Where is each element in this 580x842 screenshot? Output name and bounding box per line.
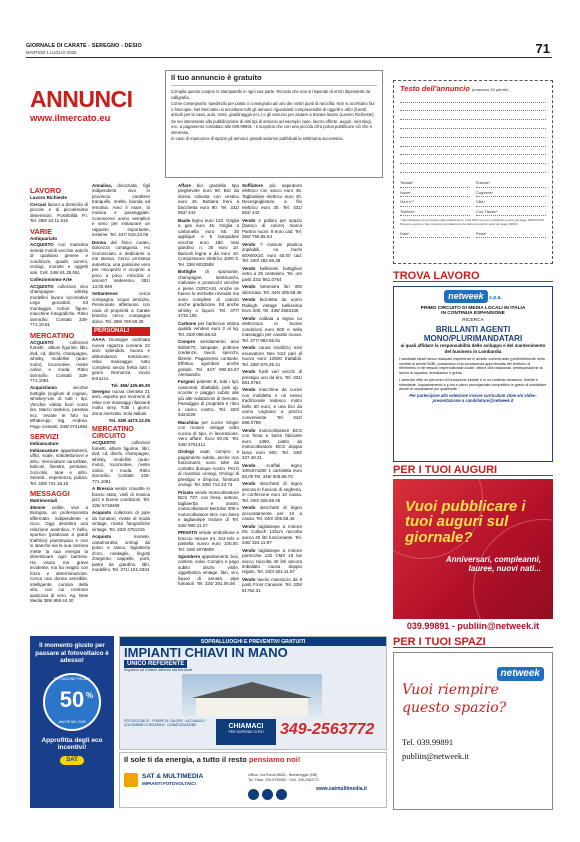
classified-text: fucili vari vecchi di prestigio uno da tiro. Tel. 331/ 861.0764 — [242, 369, 302, 385]
classified-text: divorziata, figli indipendenti, vivo in provincia, carattere tranquillo, snella, bionda ed emotiva. Amo il mare, la musica e passeggiate. Conoscerei uomo semplice e serio per instaurare un rapporto importante, insieme. Tel. 347/ 915.23.06 — [92, 183, 150, 238]
subsection-heading: Antiquariato — [30, 235, 58, 241]
classified-text: vendo cravatte in buono stato, vinili di musica jazz e buone condizioni. Tel. 328/ 6719489 — [92, 486, 150, 508]
fotovoltaico-ad — [30, 636, 114, 808]
job-contact[interactable]: Per partecipare alla selezione inviare curriculum vitae e/o video-presentazione a candidature@netweek.it — [409, 392, 537, 403]
spazi-ad — [393, 652, 553, 810]
classified-ad — [178, 269, 239, 318]
detrazione-badge — [43, 673, 101, 731]
classified-text: causa inutilizzo mini escavatore Nex N12 pari al nuovo euro 12500 trattabili. Tel. 338/ 976.25.41 — [242, 345, 302, 367]
sat-multimedia-ad — [119, 752, 387, 808]
auguri-ad — [393, 479, 553, 635]
classified-text: monete, cartamoneta, orologi da polso e tasca, bigiotteria d'oro, medaglie, lingotti d'argento, cappelle, porti, pietre da giardino, libri, modellini. Tel. 371/ 151.0334 — [92, 534, 150, 573]
classified-text: tavolo massiccio da 8 posti Front Canasse. Tel. 339/ 81752.31 — [242, 576, 302, 593]
classified-text: bici graziella tipo pieghevole euro 90. Bici da donna robusta con cestino euro 45. Bottiera freni a bacchetta euro 90. Tel. 331/ 862/ 443 — [178, 183, 239, 216]
classified-text: nuova clientela 21 anni, aspetto per momenti di relax con massaggi rilassanti molto sexy. Tutti i giorni. Zona riservata. Solo italiani. — [92, 388, 150, 416]
intro-paragraph: Compila questo coupon in stampatello in ogni sua parte. Ricorda che non si risponde di errori dipendenti da calligrafia. — [171, 88, 371, 100]
classified-lead: Imbiancature — [30, 447, 59, 453]
sat-call-box — [216, 719, 276, 745]
classified-text: lavoro a domicilio di piccole e di piccolissime dimensioni. Possibilità P.I. Tel. 338/ 24.11.615 — [30, 201, 88, 224]
classified-text: collezioni fumetti , album figurine, libri, dvd, cd, dischi, champagne, whisky, modellini (auto- moto), locomotive, riviste calcio e moda. Ritiro domicilio. Contatti 328- 771.1081 — [30, 339, 88, 383]
solar-headline-b: pensiamo noi! — [248, 755, 301, 764]
classified-text: usati compro a pagamento subito, anche non funzionanti, sono tolte da contatto dunque nostro. Pezzi di ricambio orologi, Orologi di prestigio e d'epoca, fornitura orologi. Tel. 339/ 713.23.73 — [178, 449, 239, 488]
classified-ad — [242, 242, 302, 264]
classified-text: per barbecue ottima qualità vendesi euro 2 al kg. Tel. 333/ 096.68.62 — [178, 320, 239, 337]
trova-lavoro-heading: TROVA LAVORO — [393, 270, 553, 282]
netweek-brand: netweek — [444, 290, 488, 303]
classified-ad — [178, 490, 239, 528]
classified-text: motocoltivatore BCS con fresa e barra falciante euro 1350, piatto da motocoltivatore BCS doppia lama euro 500. Tel. 348/ 437.48.31 — [242, 427, 302, 461]
classified-lead: Vendo — [242, 427, 256, 433]
classified-text: Giuseppe cambiata nuova ragazza coreana 22 anni splendido, buona e abbondanza tentazione, relax massaggio tutto completo senza fretta tutti i giorni Nemonza vicolo terrazzo. — [92, 337, 150, 381]
auguri-title: Vuoi pubblicare i tuoi auguri sul giornale? — [405, 498, 526, 546]
badge-number: 50 — [59, 686, 85, 712]
free-ad-title: Il tuo annuncio è gratuito — [171, 74, 377, 86]
fv-incentivi: Approfitta degli eco incentivi! — [41, 736, 103, 752]
netweek-suffix: s.p.a. — [489, 295, 502, 301]
field-firma[interactable]: Firma* — [476, 229, 546, 239]
classified-lead: Vendo — [242, 523, 256, 529]
classified-ad — [92, 440, 150, 484]
classified-lead: Vendo — [242, 462, 256, 468]
field-rubrica[interactable]: Rubrica* — [476, 178, 546, 188]
classified-text: celibe, vive a Bologna, un professionista affermato, indipendente e ricco. Oggi desidera una relazione autentica. Y bello, sportivo (praticava a giardi triathlon) piantimpaio e non si stanche sia la sua carriera mette la sua energia la dimenticare ogni barriera. Ha visuto ma grave incidente, ma ha reagito con forza e determinazione. Cerca una donna sensibile, intelligente, curiosa della vita, con cui costruire qualcosa di vero. Ag. New Media 389/ 859.44.30 — [30, 504, 88, 604]
annunci-logo — [30, 88, 156, 132]
classified-ad — [242, 548, 302, 575]
classified-ad — [92, 534, 150, 572]
classified-lead: ACQUISTO — [92, 440, 116, 446]
fv-headline: Il momento giusto per passare al fotovoltaico è adesso! — [35, 642, 109, 665]
section-heading: MERCATINO CIRCUITO — [92, 425, 134, 441]
coupon-privacy-note: * dati obbligatori per procedere alla pubblicazione. I dati NON verranno pubblicati ai sensi del legge 196/03 RISS. Possono esporre o fare consenso al trattamento dei dati personali Ai sensi del legge 196/03. — [400, 218, 545, 226]
classified-lead: Vendo — [242, 241, 256, 247]
free-ad-info-box — [165, 70, 383, 178]
field-cod-fiscale[interactable]: Cod. Fiscale* — [476, 207, 546, 217]
classified-ad — [242, 284, 302, 295]
classified-ad — [242, 266, 302, 282]
coupon-write-line[interactable] — [400, 164, 546, 173]
page-header — [26, 40, 552, 58]
classified-ad — [30, 202, 88, 224]
classified-text: bellissimi bottiglioni vetro a 25 centesimi. Tel. ore pasti 331/ 861.0764 — [242, 265, 302, 282]
annunci-title: ANNUNCI — [30, 86, 133, 112]
classified-lead: ACQUISTO — [30, 283, 54, 289]
classified-ad — [30, 284, 88, 328]
spazi-question: Vuoi riempire questo spazio? — [402, 682, 507, 717]
house-wall — [196, 698, 308, 716]
classified-lead: Bottiglie — [178, 269, 196, 275]
classified-text: 7 cassoni plastica impilabili, no buchi 60X60X10, euro 45,00 cad. Tel. 340/ 292.66.39 — [242, 241, 302, 264]
classified-ad — [92, 337, 150, 381]
classified-lead: Acquisto — [92, 510, 112, 516]
coupon-write-line[interactable] — [400, 94, 546, 103]
coupon-write-line[interactable] — [400, 120, 546, 129]
classified-lead: AAAA — [92, 337, 105, 343]
classified-ad — [242, 505, 302, 521]
classified-text: tagliasiepe a motore parecchie 132 CM3 18 lav sacco raccolta 40 litri ancora imballato causa doppio regalo. Tel. 340/ 324.11.97 — [242, 547, 302, 575]
solar-company-sub: IMPIANTI FOTOVOLTAICI — [142, 781, 196, 786]
classified-text: vende ombrellone e braccio misure mt. 3x3 telo e pastella nuovo euro 100,00. Tel. 349/ 4078809 — [178, 530, 239, 552]
classified-phone: Tel. 339/ 4473.12.05 — [108, 418, 150, 424]
classified-lead: PRIVATO — [178, 530, 198, 536]
classified-lead: Donna — [92, 239, 106, 245]
classified-lead: Macchina — [178, 419, 199, 425]
classified-lead: Soffiatore — [242, 183, 264, 188]
fv-sat-logo: SAT — [60, 756, 84, 765]
classified-lead: Vendo — [242, 576, 256, 582]
classified-lead: Vendo — [242, 265, 256, 271]
field-telefono[interactable]: Telefono* — [400, 207, 470, 217]
netweek-logo — [399, 290, 547, 303]
badge-bottom-text: ANCHE NEL 2025 — [58, 719, 86, 724]
classified-text: 2 palloni per spazio (bianco di colore) marca Pantrix nuovi. 8 euro cad. Tel. 360/ 755.65.54 — [242, 217, 302, 240]
classified-phone: Tel. 366/ 425.65.30 — [111, 383, 150, 389]
auguri-body: Anniversari, compleanni, lauree, nuovi nati... — [445, 555, 541, 574]
subsection-heading: Lavoro Richieste — [30, 195, 68, 201]
classified-ad — [178, 530, 239, 552]
field-data[interactable]: Data* — [400, 229, 470, 239]
classified-ad — [242, 524, 302, 546]
solar-headline-a: Il sole ti da energia, a tutto il resto — [124, 755, 249, 764]
classified-text: vende motocoltivatore BCS 737, con fresa, settore, tagliaerba e aratro, motocoltivatore Bertolini 300 e motocoltivatore Bcs con barra e tagliasiepe motore di Tel. 340/ 980.11.27 — [178, 489, 239, 528]
classified-text: appartamenti, box, cantine, solai. Compro e pago subito dischi vinile, oggettistica vintage, libri, vini, liquori di annata, pipe fumatori. Tel. 334/ 391.06.56 — [178, 554, 239, 587]
classified-text: legno euro 120. Griglia a gas euro 45. Griglia a carbonella euro 65. 30 appliqué e 5 lampadine vecchie euro 180. Vasi giardino n. 30 euro 10. Bancali legna a da euro 10. Compressore elettrico 1000 lt. Tel. 336/ 6033558 — [178, 217, 239, 267]
classified-text: caldaia a legna no elettronica in buone condizioni euro 600 e sella massaggio per cavallo nuova. Tel. 377/ 983.55.91 — [242, 315, 302, 343]
classified-text: collezioni di pipe da fumatori, riviste di moda vintage, rivista fotografiche vintage. Tel. 333/ 4751215 — [92, 510, 150, 532]
badge-top-text: DETRAZIONE FISCALE — [54, 676, 90, 681]
publication-date: MARTEDÌ 1 LUGLIO 2025 — [26, 50, 77, 55]
classified-lead: Sgombero — [178, 554, 201, 559]
house-roof — [192, 682, 312, 698]
classified-ad — [242, 218, 302, 240]
classified-ad — [30, 340, 88, 384]
classifieds-column-3 — [178, 183, 239, 589]
classified-lead: Acquisto — [92, 534, 112, 540]
annunci-site[interactable]: www.ilmercato.eu — [30, 113, 111, 124]
classified-lead: Vendo — [242, 217, 256, 223]
facebook-icon[interactable] — [248, 789, 259, 800]
classified-text: arredamento anni 60/60/70, lampade, poltrone credenze, tavoli, specchi, librerie. Pagamento contante. Effettuo sgomberi anche gratuiti. Tel. 347/ 090.54.67 Alessandro — [178, 339, 239, 377]
sat-call-sub: PER SAPERNE DI PIÙ — [228, 729, 264, 734]
classified-ad — [242, 577, 302, 593]
classified-lead: ACQUISTO — [30, 339, 54, 345]
classifieds-column-2 — [92, 183, 150, 575]
coupon-signature — [400, 229, 546, 239]
spazi-mail[interactable]: publiin@netweek.it — [402, 751, 470, 762]
job-body-2: L'azienda offre un percorso di formazione iniziale e in un contesto dinamico, fluente e stimolante. Inquadramento a p.iva e piano provvigionale competitivo in grado di soddisfare anche le candidature più qualificate. — [399, 378, 547, 392]
classified-lead: ACQUISTO — [30, 242, 54, 248]
badge-percent: % — [85, 690, 93, 700]
classified-ad — [242, 183, 302, 216]
classified-lead: Settantenne — [92, 291, 118, 297]
classified-ad — [92, 389, 150, 416]
classified-ad — [242, 481, 302, 503]
job-line-1: PRIMO CIRCUITO DI MEDIA LOCALI IN ITALIA — [420, 305, 526, 311]
solar-company-name: SAT & MULTIMEDIA — [142, 773, 204, 780]
section-heading: MESSAGGI — [30, 489, 70, 499]
coupon-fields — [400, 178, 546, 216]
section-heading: MERCATINO — [30, 330, 75, 340]
classified-lead: Vendo — [242, 547, 256, 553]
classified-text: appartamenti, uffici, scale, sottotetto/ovvi e altro. Verniciature cancellate, balconi, finestre, persiane, zoccolini, tane e altro. Serietà , esperienza, pulizia. Tel. 339/ 741.16.15 — [30, 447, 88, 486]
job-line-3: RICERCA — [462, 317, 484, 323]
job-line-5: ai quali affidare la responsabilità dello sviluppo e del mantenimento del business in Lombardia — [400, 343, 546, 354]
field-testata[interactable]: Testata* — [400, 178, 470, 188]
classified-text: tagliasiepe a motore Mc Culloch 132cm raccolta sacco 40 litri funzionante. Tel. 340/ 324.11.97 — [242, 523, 302, 546]
classified-lead: Furgoni — [178, 379, 195, 385]
classified-text: collezioni vino champagne- whisky modellini lavoro locomotive Lego giocattoli, Kit montaggio Action figure, macchine fotografiche. Ritiro domicilio. Contatti 339- 771.10.81 — [30, 283, 88, 328]
classified-ad — [178, 379, 239, 417]
ad-coupon-form — [393, 80, 553, 264]
classified-text: bicicletta da uomo Raleigh vintage bellissima Euro 200. Tel. 339/ 2583108 — [242, 297, 302, 314]
sat-unico-referente: UNICO REFERENTE — [124, 660, 187, 668]
coupon-write-line[interactable] — [400, 138, 546, 147]
classified-ad — [242, 345, 302, 367]
solar-address-1: Ufficio: Via Roma 88/82 - Bernareggio (MB) — [248, 773, 318, 777]
coupon-write-line[interactable] — [400, 129, 546, 138]
classified-ad — [242, 463, 302, 479]
sat-big-title: IMPIANTI CHIAVI IN MANO — [124, 645, 288, 660]
sat-call-label: CHIAMACI — [228, 723, 264, 730]
classified-text: cerca compagna, scopo amicizia. Pensionato affettuoso con casa di proprietà a Carate brianza cerco compagna dolce. Tel. 388/ 759.59.39 — [92, 291, 150, 324]
classified-ad — [178, 339, 239, 377]
field-via[interactable]: Via e n°* — [400, 197, 470, 207]
classified-lead: Vendo — [242, 315, 256, 321]
classifieds-column-1 — [30, 183, 88, 606]
section-heading: LAVORO — [30, 186, 62, 195]
sat-services: FOTOVOLTAICO · POMPE DI CALORE · ACCUMULO · COLONNINE DI RICARICA · CLIMATIZZAZIONE — [124, 719, 207, 728]
classified-lead: Vendo — [242, 505, 256, 511]
job-line-4: BRILLANTI AGENTI MONO/PLURIMANDATARI — [423, 324, 523, 344]
sat-phone[interactable]: 349-2563772 — [280, 721, 375, 738]
classified-lead: Seregno — [92, 388, 111, 394]
netweek-brand: netweek — [497, 667, 544, 681]
coupon-write-line[interactable] — [400, 103, 546, 112]
coupon-subtitle: (massimo 20 parole) — [471, 87, 509, 92]
sat-small-text: Seguiamo noi il cliente dall'inizio alla fine lavori — [124, 668, 193, 673]
classified-ad — [242, 387, 302, 425]
classified-text: stecchetti di legno accuratamente per 10 a cassa. Tel. 340/ 305.68.46 — [242, 505, 302, 522]
classified-lead: Vendo — [242, 387, 256, 393]
classified-ad — [242, 428, 302, 461]
coupon-write-line[interactable] — [400, 111, 546, 120]
section-heading: VARIE — [30, 226, 53, 236]
classified-ad — [178, 420, 239, 447]
netweek-job-ad — [393, 286, 553, 462]
auguri-contact[interactable]: 039.99891 - publiin@netweek.it — [393, 619, 553, 635]
classified-ad — [92, 183, 150, 238]
classified-lead: Vendo — [242, 481, 256, 487]
sat-impianti-ad — [119, 636, 387, 750]
classified-text: di spumante, champagne, lambruschi, malvasie e prosecchi vecchie e piene CERCASI. Anche se hanno le etichette rovinate ma sono complete di calcolo anche gradazione. Ed anche whisky o liquori. Tel. 377/ 4732.106 — [178, 269, 239, 319]
solar-headline — [124, 756, 382, 765]
sun-logo-icon — [124, 773, 138, 787]
publication-name: GIORNALE DI CARATE - SEREGNO - DESIO — [26, 43, 142, 49]
classified-ad — [242, 316, 302, 343]
classified-ad — [30, 385, 88, 429]
job-line-2: IN CONTINUA ESPANSIONE — [441, 311, 505, 317]
job-body-1: I candidati ideali hanno maturato esperienze in ambito commerciale (preferibilmente nella vendita di servizi B2B), possiedono una conoscenza approfondita del territorio di riferimento e del tessuto imprenditoriale locale, ottime doti relazionali, predisposizione al lavoro di squadra, entusiasmo e grinta. — [399, 357, 545, 375]
section-heading: SERVIZI — [30, 432, 59, 442]
classified-lead: Affare — [178, 183, 192, 188]
coupon-title-text: Testo dell'annuncio — [400, 84, 470, 93]
solar-address — [248, 773, 319, 783]
classified-text: collezioni fumetti, album figurine, libri, dvd, cd, dischi, champagne, whisky, modellini (auto- moto), locomotive, riviste calcio e moda. Ritiro domicilio. Contatti 328- 771.1081 — [92, 440, 150, 484]
classified-text: dal fisico curato, dolcezza contagiosa. Ho riconosciuto a dedicarmi a me stessa. Cerco un'intesa autentica, una passione vera per riscoprirsi e scoprire a poco a poco. Amicizia o amore? Vederemo. 351/ 13.00.949 — [92, 239, 150, 289]
classified-text: scaffali legno 100x57x280 1 cartoletta euro 60,00 Tel. 348/ 006.66.70 — [242, 462, 302, 479]
netweek-logo — [497, 667, 544, 681]
intro-paragraph: Se sei interessato alla pubblicazione di altri tipi di annunci ad esempio case, lavoro offerte, auguri, necrologi, ecc. a pagamento contattaci allo 039.99691 - ti scoprirai che con una piccola cifra potrai pubblicare ciò che ti interessa. — [171, 118, 372, 135]
classified-lead: Vendo — [242, 284, 256, 290]
whatsapp-icon[interactable] — [276, 789, 287, 800]
classified-ad — [178, 449, 239, 487]
sat-top-bar: SOPRALLUOGHI E PREVENTIVI GRATUITI — [120, 637, 386, 646]
classified-text: betoniera litri 300 silenziata. Tel. 340/ 305.68.46 — [242, 284, 302, 295]
house-image — [182, 674, 322, 716]
classified-text: macchina da cucire con mobiletto e un nesso tradizionale tedesco molto bello 60 euro, e una bici da uomo Legnano a prezzo conveniente. Tel. 342/ 698.0789 — [242, 387, 302, 426]
classified-ad — [178, 321, 239, 337]
classified-text: per cucire Singer con motore vintage sotto cucina di tipo, in lavorazione. Vero affare. Euro 50,00. Tel. 349/ 3761411 — [178, 419, 239, 447]
classified-lead: Vendo — [242, 297, 256, 303]
classified-lead: Acquistiamo — [30, 385, 58, 391]
field-cognome[interactable]: Cognome* — [476, 188, 546, 198]
spazi-heading: PER I TUOI SPAZI — [393, 636, 553, 648]
classified-ad — [92, 240, 150, 289]
coupon-title — [400, 85, 546, 94]
classified-lead: Orologi — [178, 449, 194, 455]
classified-text: con massima serietà mobili vecchie antichi di qualsiasi genere e condizioni, quadri, sommi, orologi, monete e oggetti vari. Cell. 349/ 61.25.061 — [30, 242, 88, 275]
field-citta[interactable]: Città* — [476, 197, 546, 207]
coupon-write-line[interactable] — [400, 155, 546, 164]
classified-text: più aspiratore elettrico con sacco euro 45. Tagliasiepe elettrico euro 40. Decespugliatore a filo elettrico euro 30. Tel. 331/ 862/ 443 — [242, 183, 302, 216]
classified-lead: Baule — [178, 217, 191, 223]
classified-ad — [92, 510, 150, 532]
classified-ad — [30, 505, 88, 604]
classified-lead: 40enne — [30, 504, 46, 510]
subsection-heading: Imbiancature — [30, 441, 59, 447]
subsection-heading: Collezionismo-Arte — [30, 277, 72, 283]
classified-lead: Privato — [178, 489, 194, 495]
solar-address-2: Tel. Fisso: 039-6759082 - Cell. 349-2563772 — [248, 777, 319, 782]
classified-lead: Cercasi — [30, 201, 47, 207]
classified-text: vecchie bottiglie (soglioni di cognac, whiskey-vini di tutti i tipi. Vecchie valuta fuori corso lire, Marco tedesco, pesetas ecc. Inviate le foto su WhatsApp Sig. Andrea. Pago contanti. 349/ 0741864 — [30, 385, 88, 429]
classified-ad — [30, 448, 88, 486]
classified-ad — [242, 297, 302, 313]
section-bar: PERSONALI — [92, 327, 150, 336]
intro-paragraph: In caso di mancanza di spazio gli annunci gratuiti saranno pubblicati la settimana successiva. — [171, 136, 344, 142]
coupon-text-lines[interactable] — [400, 94, 546, 173]
classified-lead: Annalisa, — [92, 183, 113, 188]
classified-lead: Vendo — [242, 345, 256, 351]
coupon-write-line[interactable] — [400, 147, 546, 156]
intro-paragraph: Come consegnarlo: spediscilo per posta o consegnalo ad uno dei nostri punti di raccolta. Non si accettano fax o fotocopie. Nel Mercatino si accettano tutti gli annunci riguardanti compravendite di oggetti e altro (furetti, articoli per la casa, auto, moto, giardinaggio ecc.) e gli annunci per aiutare a trovare lavoro (Lavoro Richieste). — [171, 101, 375, 118]
classified-lead: A Brescia — [92, 486, 114, 492]
page-number: 71 — [535, 41, 550, 56]
classified-ad — [178, 218, 239, 267]
spazi-tel[interactable]: Tel. 039.99891 — [402, 737, 454, 748]
classifieds-column-4 — [242, 183, 302, 595]
subsection-heading: Matrimoniali — [30, 498, 58, 504]
classified-ad — [178, 554, 239, 587]
classified-ad — [30, 242, 88, 275]
auguri-heading: PER I TUOI AUGURI — [393, 464, 553, 476]
instagram-icon[interactable] — [262, 789, 273, 800]
classified-text: patente B, tutti i tipi, cassonati, ribaltabili, pick up, scooter e piaggio subito alle più alte valutazioni di mercato. Passaggio di proprietà e ritiro a carico nostro. Tel. 320/ 5324226 — [178, 379, 239, 418]
classified-ad — [242, 369, 302, 385]
classified-lead: Vendo — [242, 369, 256, 375]
classified-ad — [92, 486, 150, 508]
solar-website[interactable]: www.satmultimedia.it — [316, 786, 367, 792]
classified-lead: Compro — [178, 339, 196, 345]
field-nome[interactable]: Nome* — [400, 188, 470, 198]
classified-ad — [178, 183, 239, 216]
classified-ad — [92, 291, 150, 324]
classified-text: stecchetti di legno ancora in fusciosi di segheria, in confezione euro 10 cassa. Tel. 340/ 305.68.46 — [242, 481, 302, 503]
classified-lead: Carbone — [178, 320, 197, 326]
